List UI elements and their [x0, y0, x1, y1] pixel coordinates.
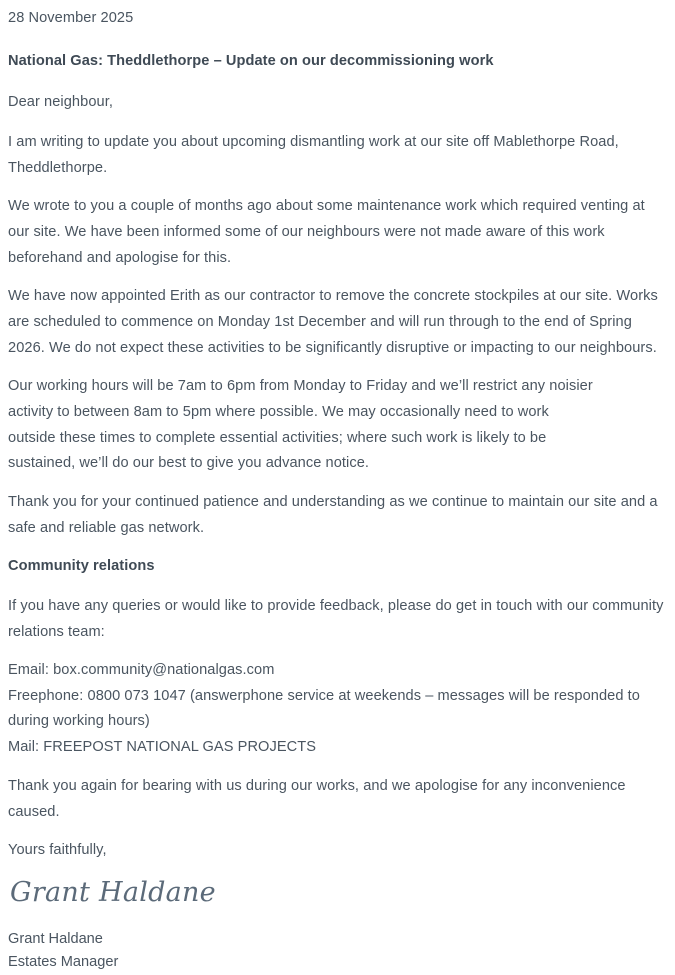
- signatory-block: [8, 928, 668, 975]
- working-hours-line-2: activity to between 8am to 5pm where possible. We may occasionally need to work: [8, 404, 549, 421]
- working-hours-line-4: sustained, we’ll do our best to give you advance notice.: [8, 455, 370, 472]
- paragraph-intro: I am writing to update you about upcoming dismantling work at our site off Mablethorpe Road, Theddlethorpe.: [8, 134, 619, 176]
- paragraph-working-hours: [8, 374, 668, 477]
- sign-off: Yours faithfully,: [8, 842, 107, 859]
- community-relations-intro: If you have any queries or would like to provide feedback, please do get in touch with our community relations team:: [8, 598, 664, 640]
- salutation: Dear neighbour,: [8, 94, 113, 111]
- letter-date: 28 November 2025: [8, 10, 134, 26]
- signatory-job-title: Estates Manager: [8, 954, 119, 971]
- contact-email-line: Email: box.community@nationalgas.com: [8, 662, 275, 679]
- paragraph-thanks: Thank you for your continued patience and understanding as we continue to maintain our site and a safe and reliable gas network.: [8, 494, 658, 536]
- paragraph-contractor-schedule: We have now appointed Erith as our contractor to remove the concrete stockpiles at our site. Works are scheduled to commence on Monday 1st December and will run through to the end of Spring 2026. We do not expect these activities to be significantly disruptive or impacting to our neighbours.: [8, 288, 658, 356]
- paragraph-previous-venting: We wrote to you a couple of months ago about some maintenance work which required venting at our site. We have been informed some of our neighbours were not made aware of this work beforehand and apologise for this.: [8, 198, 645, 266]
- contact-mail-line: Mail: FREEPOST NATIONAL GAS PROJECTS: [8, 738, 317, 755]
- community-relations-heading: Community relations: [8, 558, 155, 575]
- contact-freephone-line: Freephone: 0800 073 1047 (answerphone service at weekends – messages will be responded to during working hours): [8, 687, 640, 730]
- handwritten-signature: Grant Haldane: [10, 877, 216, 909]
- signatory-name: Grant Haldane: [8, 930, 103, 947]
- working-hours-line-3: outside these times to complete essential activities; where such work is likely to be: [8, 429, 547, 446]
- working-hours-line-1: Our working hours will be 7am to 6pm from Monday to Friday and we’ll restrict any noisier: [8, 378, 593, 395]
- letter-title: National Gas: Theddlethorpe – Update on our decommissioning work: [8, 52, 494, 69]
- paragraph-closing-apology: Thank you again for bearing with us during our works, and we apologise for any inconvenience caused.: [8, 778, 626, 820]
- contact-details-block: [8, 658, 668, 760]
